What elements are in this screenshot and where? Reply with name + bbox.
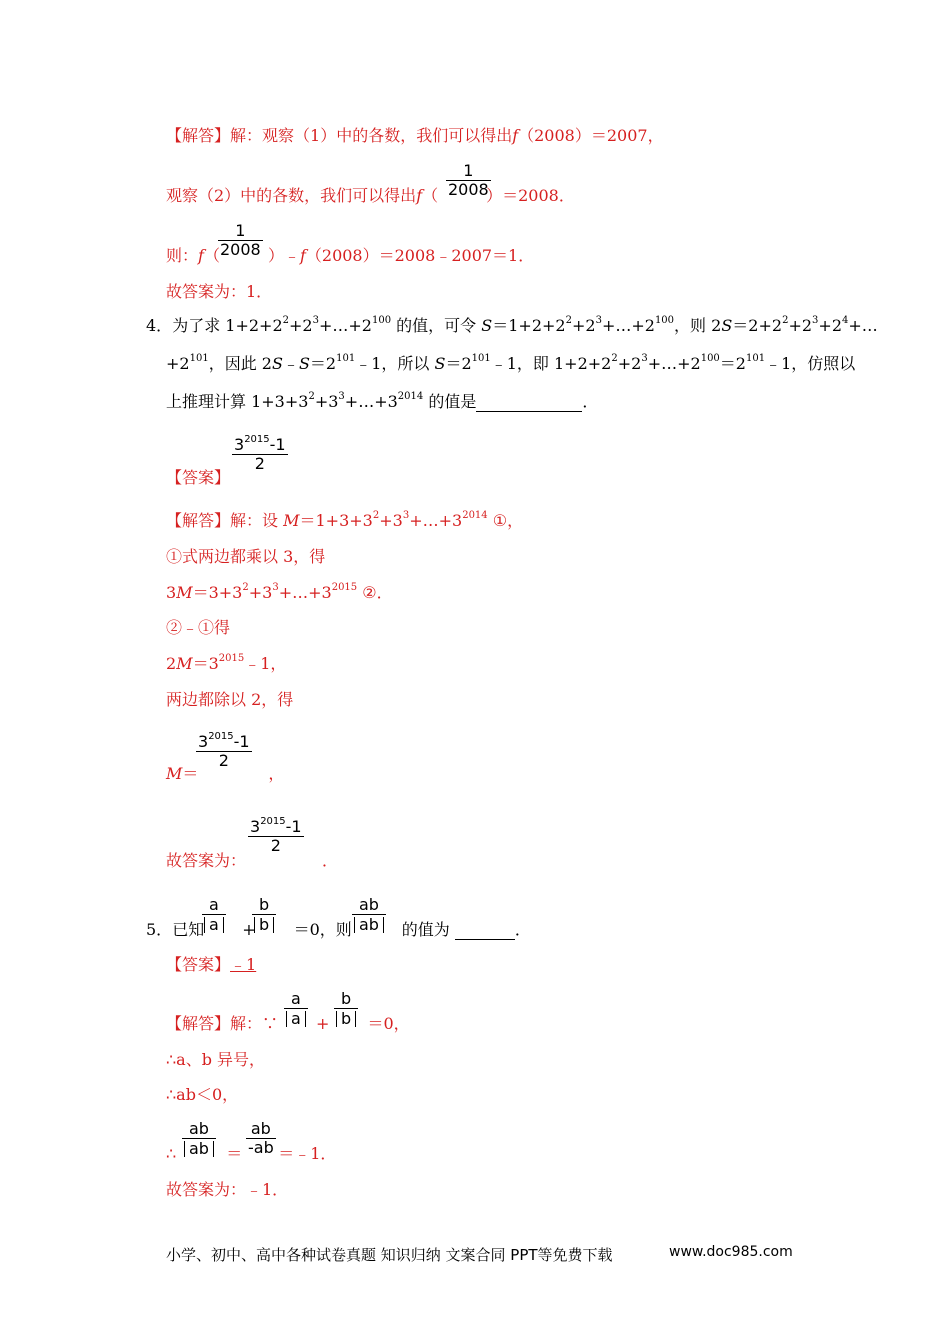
question-4-solution-line-4: ②﹣①得: [166, 618, 231, 637]
prev-solution-line-1: 【解答】解：观察（1）中的各数，我们可以得出f（2008）＝2007，: [166, 126, 664, 145]
question-5-final-answer: 故答案为：﹣1．: [166, 1180, 289, 1199]
frac-ab-over-abs-ab: ab ab: [352, 896, 386, 934]
question-4-line-1: 4．为了求 $1+2+2^2+2^3+\dots+2^{100}$ 的值，可令 $S=1+2+2^2+2^3+\dots+2^{100}$，则 $2S=2+2^2+2^3+2^4+\dots$: [146, 314, 878, 335]
answer-blank-5: [455, 923, 515, 940]
M-fraction: $3^{2015}-1$ 2: [198, 730, 250, 770]
page-footer: [166, 1244, 793, 1265]
answer-fraction: $3^{2015}-1$ 2: [234, 433, 286, 473]
question-4-solution-line-5: $2M=3^{2015}﹣1$，: [166, 652, 287, 673]
question-4-line-3: 上推理计算 $1+3+3^2+3^3+\dots+3^{2014}$ 的值是 ．: [166, 390, 599, 411]
question-4-solution-line-3: $3M=3+3^2+3^3+\dots+3^{2015}$ ②．: [166, 581, 393, 602]
sol-frac-b: b b: [334, 990, 358, 1028]
footer-text: 小学、初中、高中各种试卷真题 知识归纳 文案合同 PPT等免费下载: [166, 1246, 613, 1264]
frac-b-over-abs-b: b b: [252, 896, 276, 934]
question-5-solution-line-1: 【解答】解：∵ + ＝0，: [166, 1014, 410, 1033]
question-4-answer-tag: 【答案】: [166, 468, 231, 487]
frac-a-over-abs-a: a a: [202, 896, 226, 934]
fraction-1-over-2008: 1 2008: [448, 161, 489, 199]
prev-solution-line-3: 则：f（ ）﹣f（2008）＝2008﹣2007＝1．: [166, 246, 535, 265]
final-fraction: $3^{2015}-1$ 2: [250, 815, 302, 855]
question-4-solution-line-2: ①式两边都乘以 3，得: [166, 547, 326, 566]
question-5-solution-line-3: ∴ab＜0，: [166, 1085, 239, 1104]
sol-frac-ab-abs: ab ab: [182, 1120, 216, 1158]
question-5-solution-line-4: ∴ ＝ ＝﹣1．: [166, 1144, 337, 1163]
question-4-solution-line-7: M＝ ，: [166, 764, 285, 783]
footer-site[interactable]: www.doc985.com: [669, 1244, 793, 1260]
question-5-answer: 【答案】﹣1: [166, 955, 257, 974]
answer-blank: [476, 395, 582, 412]
question-4-solution-line-6: 两边都除以 2，得: [166, 690, 294, 709]
question-4-solution-line-1: 【解答】解：设 $M=1+3+3^2+3^3+\dots+3^{2014}$ ①，: [166, 509, 524, 530]
question-4-line-2: $+2^{101}$，因此 $2S﹣S=2^{101}﹣1$，所以 $S=2^{101}﹣1$，即 $1+2+2^2+2^3+\dots+2^{100}=2^{101}﹣1$，仿照以: [166, 352, 856, 373]
prev-answer-line: 故答案为：1．: [166, 282, 273, 301]
fraction-1-over-2008-b: 1 2008: [220, 221, 261, 259]
sol-frac-ab-neg: ab -ab: [248, 1119, 274, 1157]
question-4-final-answer: 故答案为： ．: [166, 851, 339, 870]
prev-solution-line-2: 观察（2）中的各数，我们可以得出f（ ）＝2008．: [166, 186, 575, 205]
question-5-solution-line-2: ∴a、b 异号，: [166, 1050, 266, 1069]
sol-frac-a: a a: [284, 990, 308, 1028]
question-5-line: 5．已知 + ＝0，则 的值为 ．: [146, 920, 531, 939]
